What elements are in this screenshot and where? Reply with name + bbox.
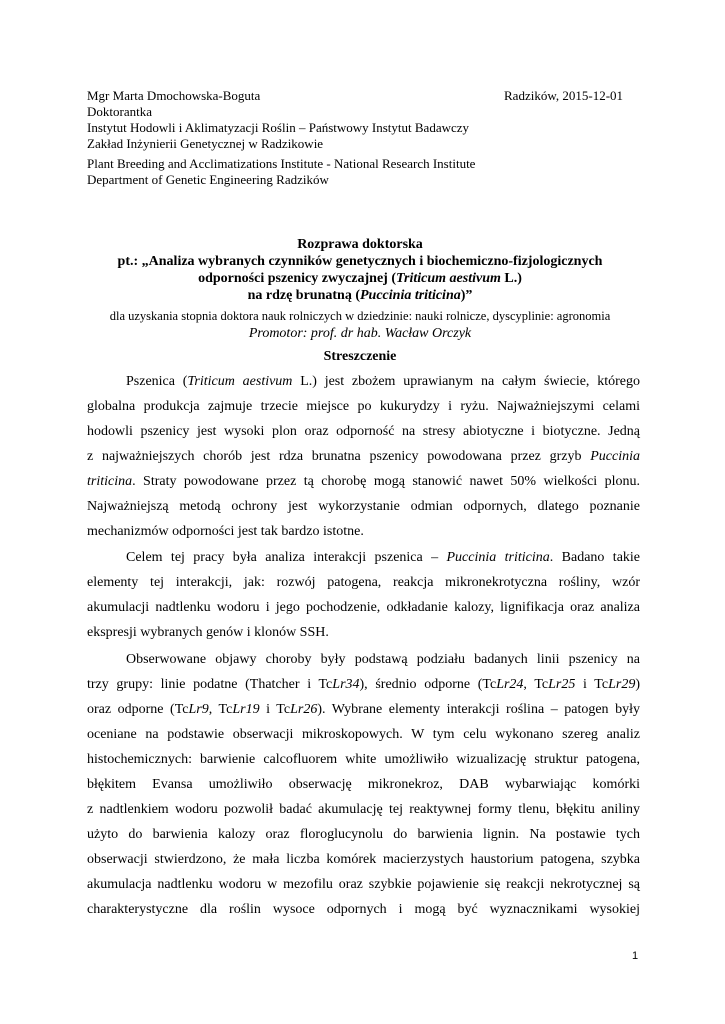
p3-line-6: błękitem Evansa umożliwiło obserwację mikronekroz, DAB wybarwiając komórki (87, 777, 640, 792)
p3-line-7: z nadtlenkiem wodoru pozwolił badać akumulację tej reaktywnej formy tlenu, błękitu aniliny (87, 802, 640, 817)
thesis-title-line-1: pt.: „Analiza wybranych czynników genetycznych i biochemiczno-fizjologicznych (117, 254, 603, 269)
supervisor: Promotor: prof. dr hab. Wacław Orczyk (248, 326, 472, 341)
p1-line-4: z najważniejszych chorób jest rdza brunatna pszenicy powodowana przez grzyb Puccinia (87, 449, 640, 464)
p1-line-1: Pszenica (Triticum aestivum L.) jest zbożem uprawianym na całym świecie, którego (126, 374, 640, 389)
p3-line-2: trzy grupy: linie podatne (Thatcher i TcLr34), średnio odporne (TcLr24, TcLr25 i TcLr29) (87, 677, 640, 692)
p3-line-10: akumulacja nadtlenku wodoru w mezofilu oraz szybkie pojawienie się reakcji nekrotycznej są (87, 877, 640, 892)
p3-line-8: użyto do barwienia kalozy oraz floroglucynolu do barwienia lignin. Na postawie tych (87, 827, 640, 842)
p3-line-5: histochemicznych: barwienie calcofluorem white umożliwiło wizualizację struktur patogena, (87, 752, 640, 767)
thesis-title-line-3: na rdzę brunatną (Puccinia triticina)” (247, 288, 473, 303)
thesis-title-line-2: odporności pszenicy zwyczajnej (Triticum aestivum L.) (198, 271, 522, 286)
p1-line-7: mechanizmów odporności jest tak bardzo istotne. (87, 524, 364, 539)
degree-info: dla uzyskania stopnia doktora nauk rolniczych w dziedzinie: nauki rolnicze, dyscyplinie: agronomia (109, 309, 611, 323)
p1-line-3: hodowli pszenicy jest wysoki plon oraz odporność na stresy abiotyczne i biotyczne. Jedną (87, 424, 640, 439)
p2-line-2: elementy tej interakcji, jak: rozwój patogena, reakcja mikronekrotyczna rośliny, wzór (87, 575, 640, 590)
p2-line-4: ekspresji wybranych genów i klonów SSH. (87, 625, 329, 640)
p2-line-1: Celem tej pracy była analiza interakcji pszenica – Puccinia triticina. Badano takie (126, 550, 641, 565)
institute-pl: Instytut Hodowli i Aklimatyzacji Roślin – Państwowy Instytut Badawczy (87, 120, 470, 135)
p3-line-11: charakterystyczne dla roślin wysoce odpornych i mogą być wyznacznikami wysokiej (87, 902, 640, 917)
p3-line-9: obserwacji stwierdzono, że mała liczba komórek macierzystych haustorium patogena, szybka (87, 852, 640, 867)
abstract-heading: Streszczenie (323, 349, 397, 364)
p1-line-6: Najważniejszą metodą ochrony jest wykorzystanie odmian odpornych, dlatego poznanie (87, 499, 640, 514)
p3-line-1: Obserwowane objawy choroby były podstawą podziału badanych linii pszenicy na (126, 652, 640, 667)
p3-line-4: oceniane na podstawie obserwacji mikroskopowych. W tym celu wykonano szereg analiz (87, 727, 640, 742)
department-en: Department of Genetic Engineering Radzików (87, 172, 329, 187)
author-role: Doktorantka (87, 104, 152, 119)
page-number: 1 (632, 950, 639, 962)
institute-en: Plant Breeding and Acclimatizations Institute - National Research Institute (87, 156, 476, 171)
p3-line-3: oraz odporne (TcLr9, TcLr19 i TcLr26). Wybrane elementy interakcji roślina – patogen były (87, 702, 640, 717)
author-name: Mgr Marta Dmochowska-Boguta (87, 88, 261, 103)
p2-line-3: akumulacji nadtlenku wodoru i jego pochodzenie, odkładanie kalozy, lignifikacja oraz analiza (87, 600, 640, 615)
p1-line-5: triticina. Straty powodowane przez tą chorobę mogą stanowić nawet 50% wielkości plonu. (87, 474, 640, 489)
date-place: Radzików, 2015-12-01 (504, 88, 624, 103)
department-pl: Zakład Inżynierii Genetycznej w Radzikowie (87, 136, 324, 151)
p1-line-2: globalna produkcja zajmuje trzecie miejsce po kukurydzy i ryżu. Najważniejszymi celami (87, 399, 640, 414)
thesis-heading: Rozprawa doktorska (297, 237, 423, 252)
